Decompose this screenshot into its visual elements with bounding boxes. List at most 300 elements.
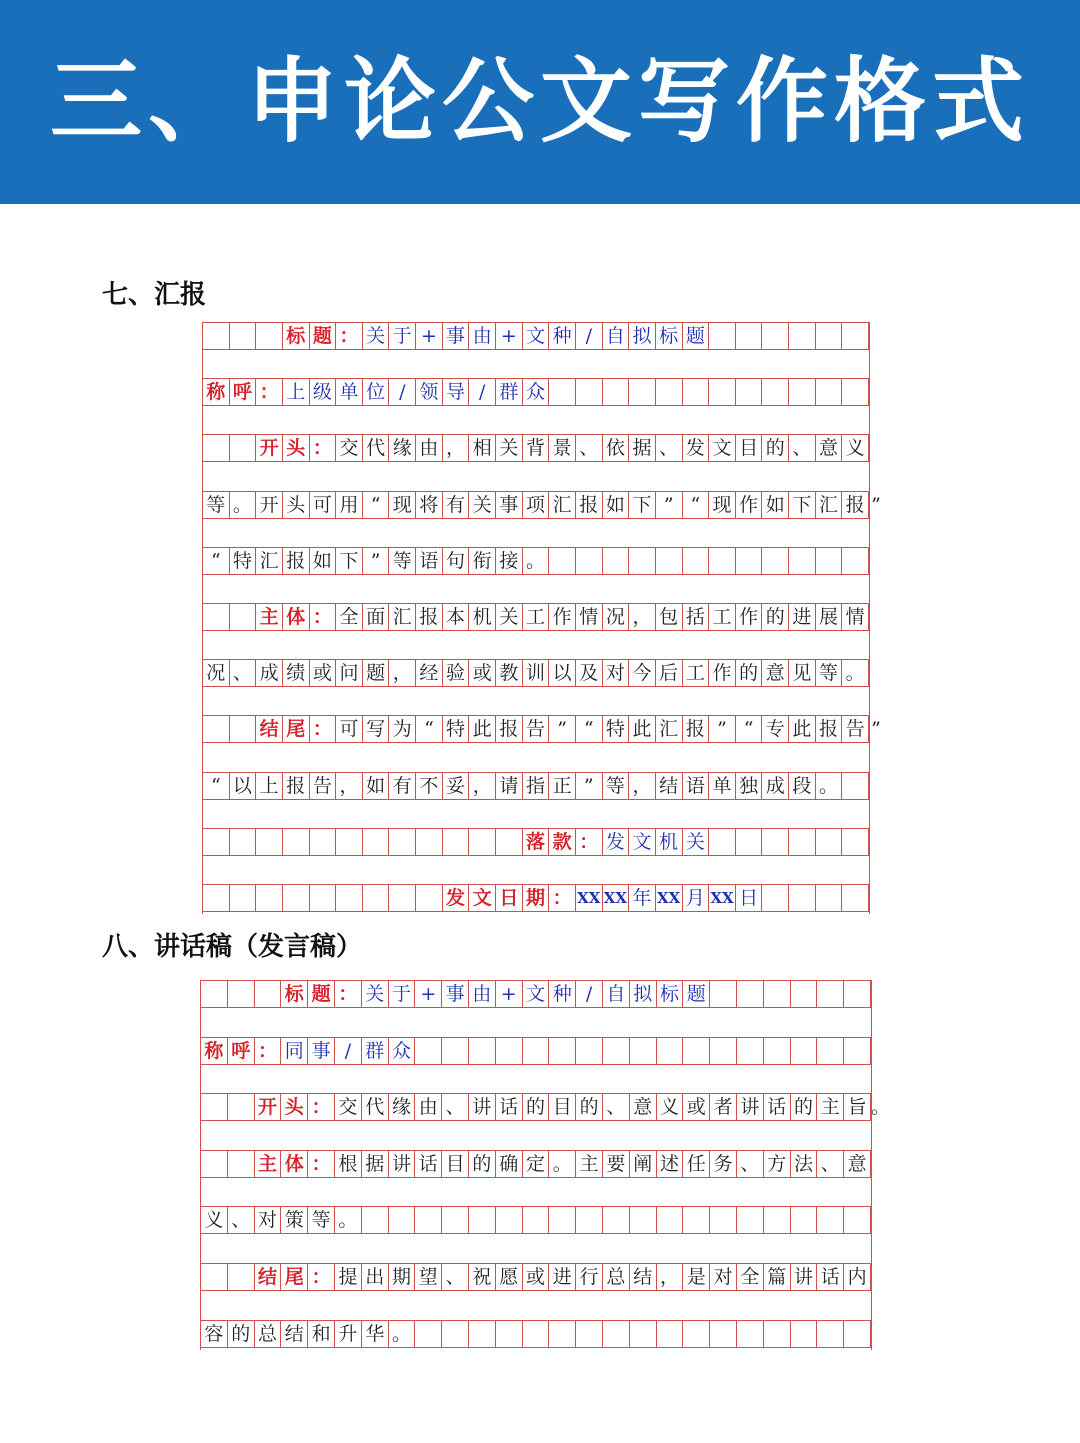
grid-cell: 事	[442, 981, 469, 1007]
grid-cell: 特	[443, 716, 470, 742]
grid-cell: 代	[363, 435, 390, 461]
grid-row	[203, 547, 869, 575]
grid-cell: 全	[737, 1264, 764, 1290]
grid-cell	[230, 885, 257, 911]
grid-cell: ”	[549, 716, 576, 742]
grid-cell: 发	[603, 829, 630, 855]
grid-cell: 有	[443, 492, 470, 518]
grid-cell	[523, 1207, 550, 1233]
grid-cell: 特	[230, 548, 257, 574]
grid-cell: 、	[656, 435, 683, 461]
grid-cell	[415, 1207, 442, 1233]
grid-cell: 景	[549, 435, 576, 461]
grid-cell: 汇	[389, 604, 416, 630]
grid-cell: 义	[201, 1207, 228, 1233]
grid-cell: 自	[603, 323, 630, 349]
grid-cell: 单	[336, 379, 363, 405]
grid-cell: 据	[362, 1151, 389, 1177]
grid-cell	[228, 1094, 255, 1120]
grid-cell: 话	[764, 1094, 791, 1120]
grid-cell: 的	[736, 660, 763, 686]
grid-cell	[736, 379, 763, 405]
grid-row	[203, 772, 869, 800]
grid-cell: 报	[842, 492, 869, 518]
grid-cell: 意	[762, 660, 789, 686]
grid-cell: 主	[255, 1151, 282, 1177]
grid-cell: 、	[442, 1094, 469, 1120]
grid-cell: ，	[629, 773, 656, 799]
grid-cell: ：	[310, 716, 337, 742]
grid-cell: 报	[816, 716, 843, 742]
grid-cell: 工	[709, 604, 736, 630]
grid-cell: 等	[389, 548, 416, 574]
grid-cell: 接	[496, 548, 523, 574]
grid-cell: 背	[523, 435, 550, 461]
grid-cell: 或	[310, 660, 337, 686]
grid-cell	[203, 716, 230, 742]
grid-cell: 目	[549, 1094, 576, 1120]
grid-cell: “	[203, 548, 230, 574]
grid-cell	[576, 1207, 603, 1233]
grid-cell: 望	[415, 1264, 442, 1290]
grid-cell: 讲	[389, 1151, 416, 1177]
grid-cell: 指	[523, 773, 550, 799]
grid-cell: 定	[523, 1151, 550, 1177]
grid-cell: /	[469, 379, 496, 405]
grid-cell: ：	[310, 435, 337, 461]
grid-cell: 进	[549, 1264, 576, 1290]
grid-cell: 。	[842, 660, 869, 686]
grid-cell: 的	[762, 435, 789, 461]
grid-cell: 作	[549, 604, 576, 630]
grid-cell: 由	[416, 435, 443, 461]
grid-cell: 、	[737, 1151, 764, 1177]
grid-row	[203, 378, 869, 406]
grid-cell: 题	[683, 323, 710, 349]
grid-cell	[736, 323, 763, 349]
grid-cell: 不	[416, 773, 443, 799]
grid-cell: 落	[523, 829, 550, 855]
grid-cell: 汇	[816, 492, 843, 518]
grid-cell: 日	[496, 885, 523, 911]
grid-cell: 题	[683, 981, 710, 1007]
grid-cell: ，	[336, 773, 363, 799]
grid-cell	[310, 885, 337, 911]
grid-cell	[228, 1264, 255, 1290]
grid-cell	[629, 379, 656, 405]
grid-cell: 话	[817, 1264, 844, 1290]
grid-cell: 自	[603, 981, 630, 1007]
grid-cell: /	[389, 379, 416, 405]
grid-cell: 。	[816, 773, 843, 799]
grid-cell: 事	[496, 492, 523, 518]
grid-cell: 代	[362, 1094, 389, 1120]
grid-cell	[816, 548, 843, 574]
grid-cell	[389, 1207, 416, 1233]
grid-cell: 导	[443, 379, 470, 405]
section-heading-speech: 八、讲话稿（发言稿）	[102, 932, 363, 962]
grid-cell	[336, 829, 363, 855]
grid-cell	[737, 1207, 764, 1233]
grid-cell: 面	[363, 604, 390, 630]
grid-cell: 群	[496, 379, 523, 405]
grid-cell	[230, 435, 257, 461]
grid-cell	[336, 885, 363, 911]
grid-cell: 下	[789, 492, 816, 518]
grid-cell: 题	[363, 660, 390, 686]
grid-cell	[630, 1321, 657, 1347]
grid-cell	[256, 829, 283, 855]
grid-cell: 报	[576, 492, 603, 518]
grid-cell: 任	[683, 1151, 710, 1177]
grid-cell: 标	[657, 981, 684, 1007]
grid-cell: 此	[789, 716, 816, 742]
grid-cell: 此	[469, 716, 496, 742]
grid-cell: 报	[683, 716, 710, 742]
grid-cell: 汇	[656, 716, 683, 742]
grid-cell: 的	[762, 604, 789, 630]
grid-cell: 述	[657, 1151, 684, 1177]
grid-cell: 、	[228, 1207, 255, 1233]
grid-cell: ：	[336, 323, 363, 349]
page-title: 三、申论公文写作格式	[49, 48, 1030, 155]
grid-cell	[310, 829, 337, 855]
grid-cell	[256, 323, 283, 349]
grid-row	[201, 1150, 871, 1178]
grid-cell: 由	[415, 1094, 442, 1120]
grid-cell: 尾	[283, 716, 310, 742]
grid-cell	[656, 379, 683, 405]
grid-cell: 。	[549, 1151, 576, 1177]
grid-cell	[576, 1321, 603, 1347]
grid-cell	[844, 1321, 871, 1347]
grid-cell: 后	[656, 660, 683, 686]
header-banner	[0, 0, 1080, 204]
grid-cell: ，	[443, 435, 470, 461]
grid-cell: 期	[523, 885, 550, 911]
grid-cell	[709, 829, 736, 855]
grid-cell: 况	[603, 604, 630, 630]
grid-cell	[442, 1038, 469, 1064]
grid-cell: 拟	[629, 323, 656, 349]
grid-cell: 成	[762, 773, 789, 799]
grid-cell	[203, 435, 230, 461]
grid-cell	[230, 829, 257, 855]
grid-cell: 等	[203, 492, 230, 518]
grid-cell: 专	[762, 716, 789, 742]
grid-cell: 。	[389, 1321, 416, 1347]
grid-cell	[201, 1151, 228, 1177]
grid-cell: 可	[310, 492, 337, 518]
grid-cell: 关	[362, 981, 389, 1007]
grid-cell	[201, 1094, 228, 1120]
grid-cell	[791, 1038, 818, 1064]
grid-cell: 的	[228, 1321, 255, 1347]
grid-cell	[762, 548, 789, 574]
grid-cell: 等	[308, 1207, 335, 1233]
grid-cell: 训	[523, 660, 550, 686]
grid-cell: 、	[789, 435, 816, 461]
grid-cell: 事	[443, 323, 470, 349]
grid-cell: 称	[203, 379, 230, 405]
grid-cell: 行	[576, 1264, 603, 1290]
grid-cell: 关	[496, 604, 523, 630]
grid-row	[201, 1320, 871, 1348]
grid-cell	[789, 323, 816, 349]
grid-cell	[603, 1207, 630, 1233]
grid-cell: ”	[363, 548, 390, 574]
grid-cell: 如	[363, 773, 390, 799]
grid-cell	[764, 1038, 791, 1064]
grid-cell: 项	[523, 492, 550, 518]
grid-cell: ”	[709, 716, 736, 742]
grid-cell: 者	[710, 1094, 737, 1120]
grid-cell	[791, 1321, 818, 1347]
grid-cell	[255, 981, 282, 1007]
grid-cell: 阐	[630, 1151, 657, 1177]
grid-cell: 全	[336, 604, 363, 630]
grid-cell: 情	[842, 604, 869, 630]
grid-cell	[203, 604, 230, 630]
grid-cell	[710, 1207, 737, 1233]
grid-cell: 上	[283, 379, 310, 405]
grid-cell: 题	[308, 981, 335, 1007]
grid-cell: 今	[629, 660, 656, 686]
grid-cell: 祝	[469, 1264, 496, 1290]
grid-cell: 是	[683, 1264, 710, 1290]
grid-cell: 成	[256, 660, 283, 686]
grid-cell: 华	[362, 1321, 389, 1347]
grid-cell: 主	[256, 604, 283, 630]
grid-cell	[416, 885, 443, 911]
grid-cell: 意	[630, 1094, 657, 1120]
grid-cell	[603, 1038, 630, 1064]
grid-cell	[842, 548, 869, 574]
grid-cell	[363, 829, 390, 855]
grid-cell: 进	[789, 604, 816, 630]
grid-cell	[256, 885, 283, 911]
grid-cell: 体	[281, 1151, 308, 1177]
grid-cell: 、	[603, 1094, 630, 1120]
grid-cell: ：	[549, 885, 576, 911]
grid-cell: 同	[281, 1038, 308, 1064]
grid-cell: 问	[336, 660, 363, 686]
grid-cell	[762, 829, 789, 855]
grid-cell: 意	[816, 435, 843, 461]
manuscript-grid-speech	[200, 980, 891, 1350]
grid-cell: 或	[469, 660, 496, 686]
grid-cell: 位	[363, 379, 390, 405]
grid-cell: 月	[683, 885, 710, 911]
grid-row	[201, 1037, 871, 1065]
grid-cell: ：	[310, 604, 337, 630]
grid-cell: 缘	[389, 1094, 416, 1120]
grid-cell: ：	[335, 981, 362, 1007]
grid-cell: 领	[416, 379, 443, 405]
grid-cell	[709, 323, 736, 349]
grid-cell: 种	[549, 323, 576, 349]
grid-cell: 独	[736, 773, 763, 799]
grid-cell: 绩	[283, 660, 310, 686]
grid-cell: 于	[389, 323, 416, 349]
grid-cell: 告	[523, 716, 550, 742]
grid-cell: 等	[816, 660, 843, 686]
grid-cell: 级	[310, 379, 337, 405]
grid-cell: XX	[656, 885, 683, 911]
grid-cell: 发	[683, 435, 710, 461]
grid-cell: “	[416, 716, 443, 742]
grid-cell	[737, 981, 764, 1007]
grid-cell: 法	[791, 1151, 818, 1177]
grid-cell: 报	[416, 604, 443, 630]
grid-cell: 结	[256, 716, 283, 742]
grid-cell	[710, 1038, 737, 1064]
grid-cell	[737, 1321, 764, 1347]
grid-cell: 如	[762, 492, 789, 518]
grid-cell: 愿	[496, 1264, 523, 1290]
grid-cell	[789, 885, 816, 911]
grid-cell: 众	[523, 379, 550, 405]
grid-row	[201, 1263, 871, 1291]
grid-cell: 将	[416, 492, 443, 518]
grid-cell: 或	[683, 1094, 710, 1120]
grid-cell: 括	[683, 604, 710, 630]
grid-cell: 目	[442, 1151, 469, 1177]
grid-cell: 主	[817, 1094, 844, 1120]
grid-cell	[603, 1321, 630, 1347]
grid-cell: 单	[709, 773, 736, 799]
grid-cell	[549, 548, 576, 574]
grid-cell: 的	[576, 1094, 603, 1120]
grid-cell: ：	[576, 829, 603, 855]
grid-cell: 出	[362, 1264, 389, 1290]
grid-cell: 、	[576, 435, 603, 461]
grid-cell	[496, 1321, 523, 1347]
grid-cell	[283, 829, 310, 855]
grid-cell	[203, 323, 230, 349]
grid-cell: 文	[629, 829, 656, 855]
grid-cell: 标	[283, 323, 310, 349]
grid-cell	[736, 548, 763, 574]
grid-cell: /	[576, 323, 603, 349]
grid-cell: 题	[310, 323, 337, 349]
grid-cell	[737, 1038, 764, 1064]
grid-cell	[442, 1207, 469, 1233]
grid-cell	[762, 885, 789, 911]
grid-cell: 文	[523, 981, 550, 1007]
grid-cell	[816, 323, 843, 349]
grid-cell: 本	[443, 604, 470, 630]
grid-cell	[389, 829, 416, 855]
grid-cell: 、	[817, 1151, 844, 1177]
grid-cell	[656, 548, 683, 574]
grid-cell: 用	[336, 492, 363, 518]
grid-cell: 情	[576, 604, 603, 630]
grid-cell	[816, 885, 843, 911]
grid-cell: “	[683, 492, 710, 518]
grid-cell	[523, 1321, 550, 1347]
grid-cell	[791, 981, 818, 1007]
grid-cell: 目	[736, 435, 763, 461]
grid-cell: 结	[630, 1264, 657, 1290]
grid-cell	[709, 548, 736, 574]
grid-cell: 开	[255, 1094, 282, 1120]
grid-cell: XX	[603, 885, 630, 911]
grid-cell: 结	[656, 773, 683, 799]
grid-cell: ：	[308, 1264, 335, 1290]
grid-cell	[549, 1321, 576, 1347]
grid-cell: 体	[283, 604, 310, 630]
grid-cell	[549, 1207, 576, 1233]
grid-cell	[201, 1264, 228, 1290]
grid-cell	[201, 981, 228, 1007]
grid-cell	[629, 548, 656, 574]
grid-overflow-char: ”	[871, 718, 881, 741]
grid-cell: 等	[603, 773, 630, 799]
grid-cell: 头	[281, 1094, 308, 1120]
grid-cell: 如	[603, 492, 630, 518]
grid-cell: 众	[389, 1038, 416, 1064]
grid-cell: 发	[443, 885, 470, 911]
grid-cell	[203, 829, 230, 855]
grid-cell: 的	[523, 1094, 550, 1120]
grid-cell: 确	[496, 1151, 523, 1177]
grid-cell: 工	[683, 660, 710, 686]
grid-cell: 及	[576, 660, 603, 686]
grid-cell	[549, 1038, 576, 1064]
grid-cell	[816, 829, 843, 855]
grid-cell: 年	[629, 885, 656, 911]
grid-cell: 、	[442, 1264, 469, 1290]
grid-cell: “	[576, 716, 603, 742]
grid-cell: ，	[629, 604, 656, 630]
grid-cell: 结	[281, 1321, 308, 1347]
grid-cell	[576, 548, 603, 574]
grid-cell: 总	[255, 1321, 282, 1347]
grid-cell	[603, 548, 630, 574]
grid-cell: 作	[736, 604, 763, 630]
grid-cell	[362, 1207, 389, 1233]
grid-cell: 写	[363, 716, 390, 742]
grid-cell: 现	[389, 492, 416, 518]
grid-cell: 请	[496, 773, 523, 799]
grid-cell: 款	[549, 829, 576, 855]
grid-cell	[523, 1038, 550, 1064]
grid-cell	[764, 1207, 791, 1233]
grid-cell	[764, 1321, 791, 1347]
grid-cell	[469, 1321, 496, 1347]
grid-cell: 称	[201, 1038, 228, 1064]
grid-cell	[842, 829, 869, 855]
grid-cell	[683, 1038, 710, 1064]
grid-cell: 语	[683, 773, 710, 799]
grid-cell: 机	[656, 829, 683, 855]
grid-cell	[710, 981, 737, 1007]
grid-cell	[764, 981, 791, 1007]
grid-cell: 此	[629, 716, 656, 742]
grid-cell	[683, 1321, 710, 1347]
grid-cell: 务	[710, 1151, 737, 1177]
grid-cell: 种	[549, 981, 576, 1007]
grid-cell	[496, 1038, 523, 1064]
grid-cell	[789, 379, 816, 405]
grid-cell	[817, 1207, 844, 1233]
grid-cell: 有	[389, 773, 416, 799]
grid-cell	[389, 885, 416, 911]
grid-cell	[415, 1038, 442, 1064]
grid-cell: 以	[549, 660, 576, 686]
grid-cell: 文	[469, 885, 496, 911]
